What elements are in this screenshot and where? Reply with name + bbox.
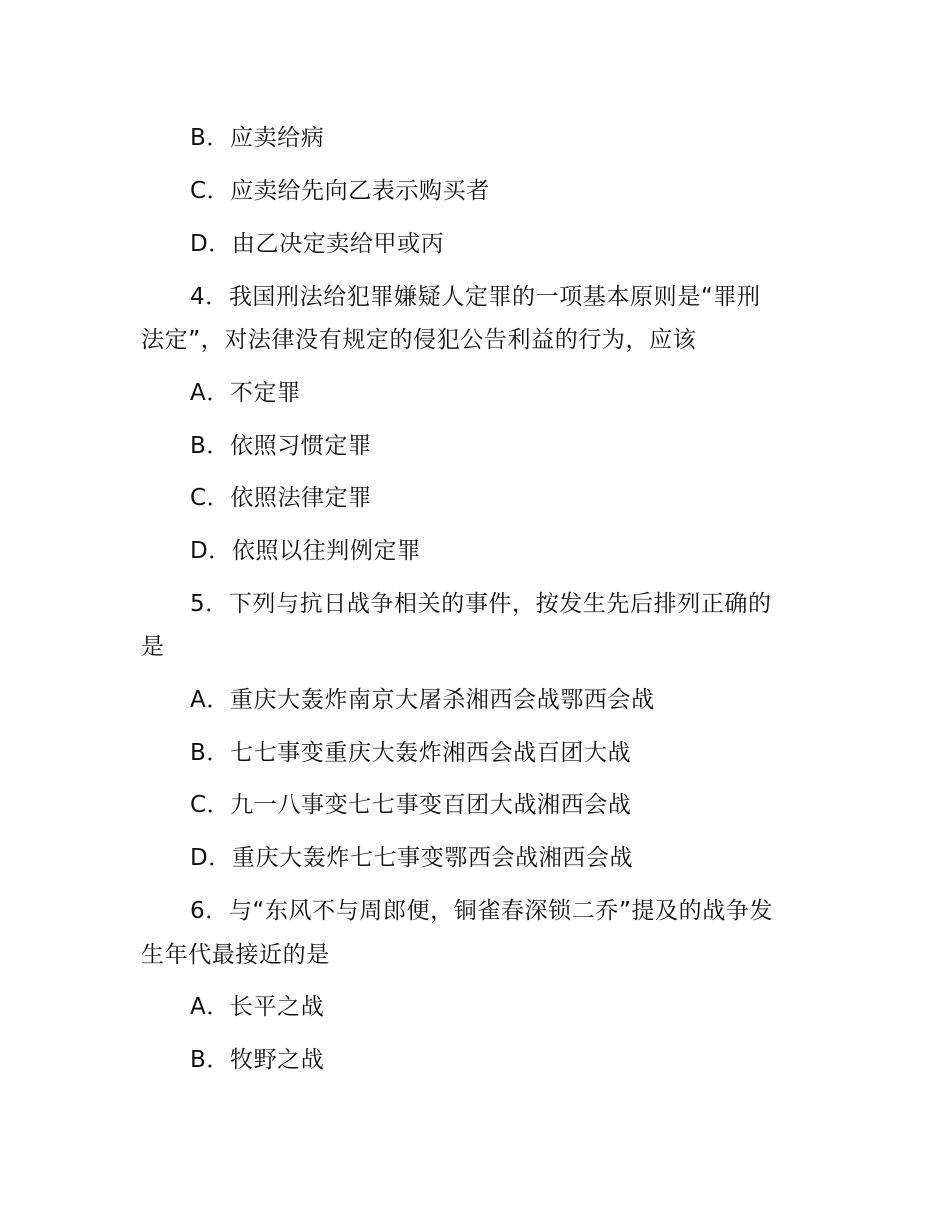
question-5: 5．下列与抗日战争相关的事件，按发生先后排列正确的	[190, 591, 772, 617]
option-4b: B．依照习惯定罪	[190, 433, 372, 459]
question-4: 4．我国刑法给犯罪嫌疑人定罪的一项基本原则是“罪刑	[190, 284, 761, 310]
option-5a: A．重庆大轰炸南京大屠杀湘西会战鄂西会战	[190, 687, 655, 713]
option-6b: B．牧野之战	[190, 1047, 325, 1073]
question-5-continuation: 是	[141, 634, 165, 660]
option-3b: B．应卖给病	[190, 125, 325, 151]
option-4d: D．依照以往判例定罪	[190, 538, 421, 564]
option-5b: B．七七事变重庆大轰炸湘西会战百团大战	[190, 740, 632, 766]
question-6: 6．与“东风不与周郎便，铜雀春深锁二乔”提及的战争发	[190, 898, 774, 924]
option-3c: C．应卖给先向乙表示购买者	[190, 178, 490, 204]
option-5c: C．九一八事变七七事变百团大战湘西会战	[190, 792, 632, 818]
option-4a: A．不定罪	[190, 380, 301, 406]
option-6a: A．长平之战	[190, 994, 325, 1020]
option-5d: D．重庆大轰炸七七事变鄂西会战湘西会战	[190, 845, 634, 871]
option-4c: C．依照法律定罪	[190, 485, 372, 511]
option-3d: D．由乙决定卖给甲或丙	[190, 231, 445, 257]
question-6-continuation: 生年代最接近的是	[141, 942, 330, 968]
question-4-continuation: 法定”，对法律没有规定的侵犯公告利益的行为，应该	[141, 327, 697, 353]
